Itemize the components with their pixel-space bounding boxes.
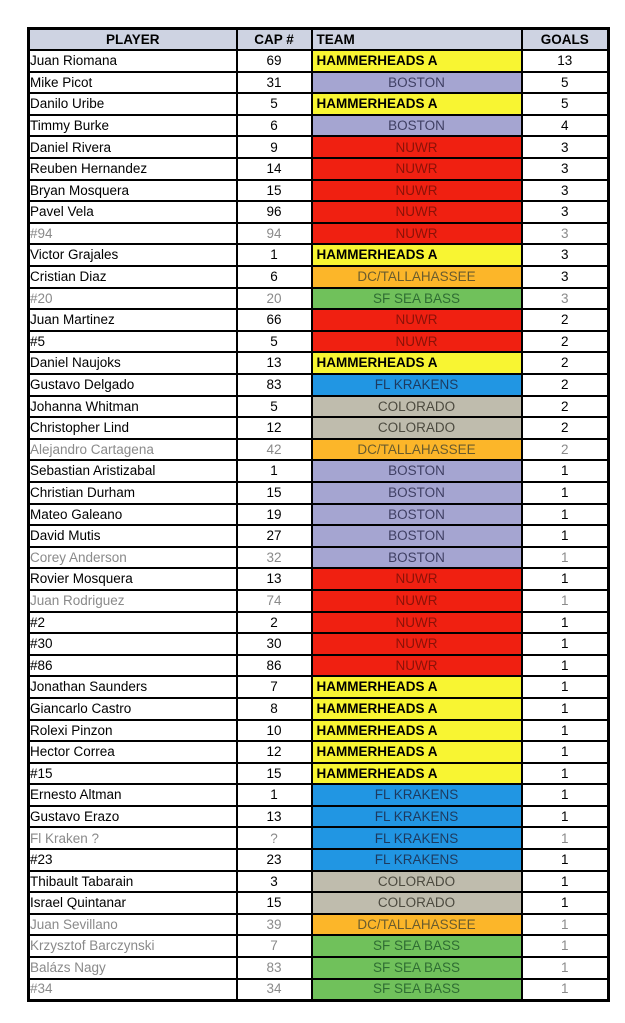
player-cell: Mike Picot (29, 72, 237, 94)
player-cell: Cristian Diaz (29, 266, 237, 288)
team-cell: NUWR (312, 201, 522, 223)
table-row (29, 957, 609, 979)
team-cell: FL KRAKENS (312, 784, 522, 806)
table-row (29, 849, 609, 871)
goals-cell: 2 (522, 439, 609, 461)
player-cell: Gustavo Erazo (29, 806, 237, 828)
cap-number-cell: ? (237, 827, 312, 849)
team-cell: HAMMERHEADS A (312, 720, 522, 742)
goals-cell: 5 (522, 72, 609, 94)
player-cell: #23 (29, 849, 237, 871)
player-cell: Danilo Uribe (29, 93, 237, 115)
goals-cell: 1 (522, 957, 609, 979)
goals-cell: 3 (522, 266, 609, 288)
team-cell: NUWR (312, 331, 522, 353)
cap-number-cell: 94 (237, 223, 312, 245)
goals-cell: 1 (522, 741, 609, 763)
goals-cell: 3 (522, 288, 609, 310)
team-cell: NUWR (312, 180, 522, 202)
team-cell: NUWR (312, 568, 522, 590)
cap-number-cell: 3 (237, 871, 312, 893)
table-row (29, 504, 609, 526)
player-cell: #34 (29, 979, 237, 1001)
table-row (29, 914, 609, 936)
goals-cell: 2 (522, 331, 609, 353)
goals-cell: 1 (522, 504, 609, 526)
table-row (29, 655, 609, 677)
table-row (29, 288, 609, 310)
team-cell: NUWR (312, 223, 522, 245)
cap-number-cell: 34 (237, 979, 312, 1001)
team-cell: BOSTON (312, 72, 522, 94)
table-row (29, 136, 609, 158)
table-row (29, 806, 609, 828)
table-row (29, 935, 609, 957)
goals-cell: 1 (522, 482, 609, 504)
header-goals: GOALS (522, 29, 609, 51)
header-team: TEAM (312, 29, 522, 51)
goals-cell: 2 (522, 417, 609, 439)
header-row (29, 29, 609, 51)
cap-number-cell: 8 (237, 698, 312, 720)
cap-number-cell: 7 (237, 935, 312, 957)
cap-number-cell: 32 (237, 547, 312, 569)
player-cell: Jonathan Saunders (29, 676, 237, 698)
player-cell: Corey Anderson (29, 547, 237, 569)
table-row (29, 827, 609, 849)
cap-number-cell: 31 (237, 72, 312, 94)
team-cell: HAMMERHEADS A (312, 698, 522, 720)
goals-cell: 3 (522, 244, 609, 266)
player-cell: Christian Durham (29, 482, 237, 504)
player-cell: Ernesto Altman (29, 784, 237, 806)
goals-cell: 1 (522, 612, 609, 634)
table-row (29, 720, 609, 742)
table-row (29, 871, 609, 893)
table-row (29, 244, 609, 266)
cap-number-cell: 1 (237, 244, 312, 266)
table-row (29, 374, 609, 396)
team-cell: COLORADO (312, 396, 522, 418)
player-cell: Christopher Lind (29, 417, 237, 439)
table-row (29, 547, 609, 569)
cap-number-cell: 69 (237, 50, 312, 72)
table-row (29, 460, 609, 482)
goals-cell: 1 (522, 698, 609, 720)
cap-number-cell: 13 (237, 568, 312, 590)
goals-cell: 1 (522, 892, 609, 914)
goals-cell: 1 (522, 547, 609, 569)
team-cell: FL KRAKENS (312, 827, 522, 849)
team-cell: NUWR (312, 136, 522, 158)
team-cell: COLORADO (312, 871, 522, 893)
cap-number-cell: 13 (237, 806, 312, 828)
table-row (29, 590, 609, 612)
table-row (29, 763, 609, 785)
cap-number-cell: 5 (237, 93, 312, 115)
goals-cell: 1 (522, 568, 609, 590)
player-cell: Krzysztof Barczynski (29, 935, 237, 957)
table-row (29, 309, 609, 331)
team-cell: NUWR (312, 655, 522, 677)
table-row (29, 50, 609, 72)
player-cell: Bryan Mosquera (29, 180, 237, 202)
player-cell: Gustavo Delgado (29, 374, 237, 396)
cap-number-cell: 14 (237, 158, 312, 180)
table-row (29, 158, 609, 180)
cap-number-cell: 1 (237, 784, 312, 806)
team-cell: HAMMERHEADS A (312, 763, 522, 785)
team-cell: FL KRAKENS (312, 849, 522, 871)
table-row (29, 741, 609, 763)
table-row (29, 784, 609, 806)
header-player: PLAYER (29, 29, 237, 51)
goals-cell: 1 (522, 763, 609, 785)
team-cell: FL KRAKENS (312, 806, 522, 828)
team-cell: NUWR (312, 633, 522, 655)
player-cell: Alejandro Cartagena (29, 439, 237, 461)
table-header (29, 29, 609, 51)
team-cell: HAMMERHEADS A (312, 93, 522, 115)
table-row (29, 331, 609, 353)
table-row (29, 417, 609, 439)
player-cell: David Mutis (29, 525, 237, 547)
player-cell: Juan Riomana (29, 50, 237, 72)
goals-cell: 1 (522, 676, 609, 698)
header-cap: CAP # (237, 29, 312, 51)
table-row (29, 396, 609, 418)
cap-number-cell: 7 (237, 676, 312, 698)
player-cell: Juan Martinez (29, 309, 237, 331)
cap-number-cell: 12 (237, 417, 312, 439)
cap-number-cell: 19 (237, 504, 312, 526)
goals-cell: 2 (522, 309, 609, 331)
team-cell: DC/TALLAHASSEE (312, 914, 522, 936)
cap-number-cell: 2 (237, 612, 312, 634)
goals-cell: 1 (522, 806, 609, 828)
player-cell: Israel Quintanar (29, 892, 237, 914)
player-cell: Reuben Hernandez (29, 158, 237, 180)
goals-cell: 1 (522, 460, 609, 482)
cap-number-cell: 15 (237, 892, 312, 914)
cap-number-cell: 15 (237, 180, 312, 202)
table-row (29, 482, 609, 504)
cap-number-cell: 12 (237, 741, 312, 763)
team-cell: NUWR (312, 309, 522, 331)
player-cell: Daniel Naujoks (29, 352, 237, 374)
player-cell: Juan Sevillano (29, 914, 237, 936)
goals-cell: 1 (522, 590, 609, 612)
cap-number-cell: 10 (237, 720, 312, 742)
goals-cell: 1 (522, 784, 609, 806)
goals-cell: 3 (522, 136, 609, 158)
cap-number-cell: 27 (237, 525, 312, 547)
table-row (29, 979, 609, 1001)
cap-number-cell: 9 (237, 136, 312, 158)
goals-cell: 1 (522, 935, 609, 957)
cap-number-cell: 74 (237, 590, 312, 612)
table-row (29, 115, 609, 137)
table-row (29, 266, 609, 288)
player-cell: Timmy Burke (29, 115, 237, 137)
goals-cell: 5 (522, 93, 609, 115)
goals-cell: 3 (522, 223, 609, 245)
goals-cell: 1 (522, 827, 609, 849)
team-cell: HAMMERHEADS A (312, 352, 522, 374)
player-cell: Sebastian Aristizabal (29, 460, 237, 482)
team-cell: BOSTON (312, 482, 522, 504)
goals-cell: 1 (522, 720, 609, 742)
team-cell: FL KRAKENS (312, 374, 522, 396)
goals-cell: 1 (522, 525, 609, 547)
team-cell: HAMMERHEADS A (312, 676, 522, 698)
player-cell: Balázs Nagy (29, 957, 237, 979)
cap-number-cell: 83 (237, 957, 312, 979)
player-cell: Juan Rodriguez (29, 590, 237, 612)
goals-cell: 3 (522, 158, 609, 180)
player-cell: Hector Correa (29, 741, 237, 763)
player-cell: Rovier Mosquera (29, 568, 237, 590)
team-cell: SF SEA BASS (312, 288, 522, 310)
table-row (29, 180, 609, 202)
team-cell: HAMMERHEADS A (312, 741, 522, 763)
player-cell: Fl Kraken ? (29, 827, 237, 849)
cap-number-cell: 96 (237, 201, 312, 223)
player-cell: Daniel Rivera (29, 136, 237, 158)
player-cell: Rolexi Pinzon (29, 720, 237, 742)
table-row (29, 72, 609, 94)
cap-number-cell: 30 (237, 633, 312, 655)
team-cell: NUWR (312, 590, 522, 612)
team-cell: NUWR (312, 612, 522, 634)
goals-cell: 2 (522, 352, 609, 374)
table-row (29, 439, 609, 461)
table-row (29, 93, 609, 115)
goals-cell: 3 (522, 180, 609, 202)
player-cell: Mateo Galeano (29, 504, 237, 526)
team-cell: BOSTON (312, 525, 522, 547)
team-cell: SF SEA BASS (312, 979, 522, 1001)
player-cell: #94 (29, 223, 237, 245)
cap-number-cell: 15 (237, 763, 312, 785)
team-cell: SF SEA BASS (312, 957, 522, 979)
table-row (29, 892, 609, 914)
cap-number-cell: 5 (237, 331, 312, 353)
player-cell: #15 (29, 763, 237, 785)
table-row (29, 223, 609, 245)
table-row (29, 525, 609, 547)
table-row (29, 612, 609, 634)
team-cell: DC/TALLAHASSEE (312, 439, 522, 461)
player-cell: #2 (29, 612, 237, 634)
goals-cell: 4 (522, 115, 609, 137)
goals-table (27, 27, 610, 1002)
table-row (29, 201, 609, 223)
table-body (29, 50, 609, 1000)
cap-number-cell: 13 (237, 352, 312, 374)
player-cell: #20 (29, 288, 237, 310)
cap-number-cell: 6 (237, 115, 312, 137)
player-cell: Giancarlo Castro (29, 698, 237, 720)
table-row (29, 698, 609, 720)
player-cell: #30 (29, 633, 237, 655)
player-cell: Victor Grajales (29, 244, 237, 266)
team-cell: HAMMERHEADS A (312, 50, 522, 72)
player-cell: Johanna Whitman (29, 396, 237, 418)
cap-number-cell: 15 (237, 482, 312, 504)
team-cell: BOSTON (312, 547, 522, 569)
team-cell: BOSTON (312, 504, 522, 526)
goals-cell: 1 (522, 871, 609, 893)
team-cell: NUWR (312, 158, 522, 180)
cap-number-cell: 42 (237, 439, 312, 461)
goals-cell: 1 (522, 655, 609, 677)
table-row (29, 633, 609, 655)
team-cell: HAMMERHEADS A (312, 244, 522, 266)
goals-cell: 1 (522, 633, 609, 655)
cap-number-cell: 86 (237, 655, 312, 677)
goals-cell: 1 (522, 914, 609, 936)
player-cell: Thibault Tabarain (29, 871, 237, 893)
goals-cell: 2 (522, 374, 609, 396)
cap-number-cell: 1 (237, 460, 312, 482)
team-cell: COLORADO (312, 892, 522, 914)
cap-number-cell: 83 (237, 374, 312, 396)
goals-cell: 13 (522, 50, 609, 72)
team-cell: BOSTON (312, 115, 522, 137)
goals-cell: 3 (522, 201, 609, 223)
team-cell: COLORADO (312, 417, 522, 439)
goals-cell: 2 (522, 396, 609, 418)
cap-number-cell: 20 (237, 288, 312, 310)
team-cell: SF SEA BASS (312, 935, 522, 957)
cap-number-cell: 23 (237, 849, 312, 871)
cap-number-cell: 5 (237, 396, 312, 418)
player-cell: Pavel Vela (29, 201, 237, 223)
goals-cell: 1 (522, 979, 609, 1001)
team-cell: DC/TALLAHASSEE (312, 266, 522, 288)
player-cell: #5 (29, 331, 237, 353)
cap-number-cell: 6 (237, 266, 312, 288)
table-row (29, 568, 609, 590)
cap-number-cell: 39 (237, 914, 312, 936)
table-row (29, 352, 609, 374)
table-row (29, 676, 609, 698)
goals-cell: 1 (522, 849, 609, 871)
player-cell: #86 (29, 655, 237, 677)
cap-number-cell: 66 (237, 309, 312, 331)
team-cell: BOSTON (312, 460, 522, 482)
